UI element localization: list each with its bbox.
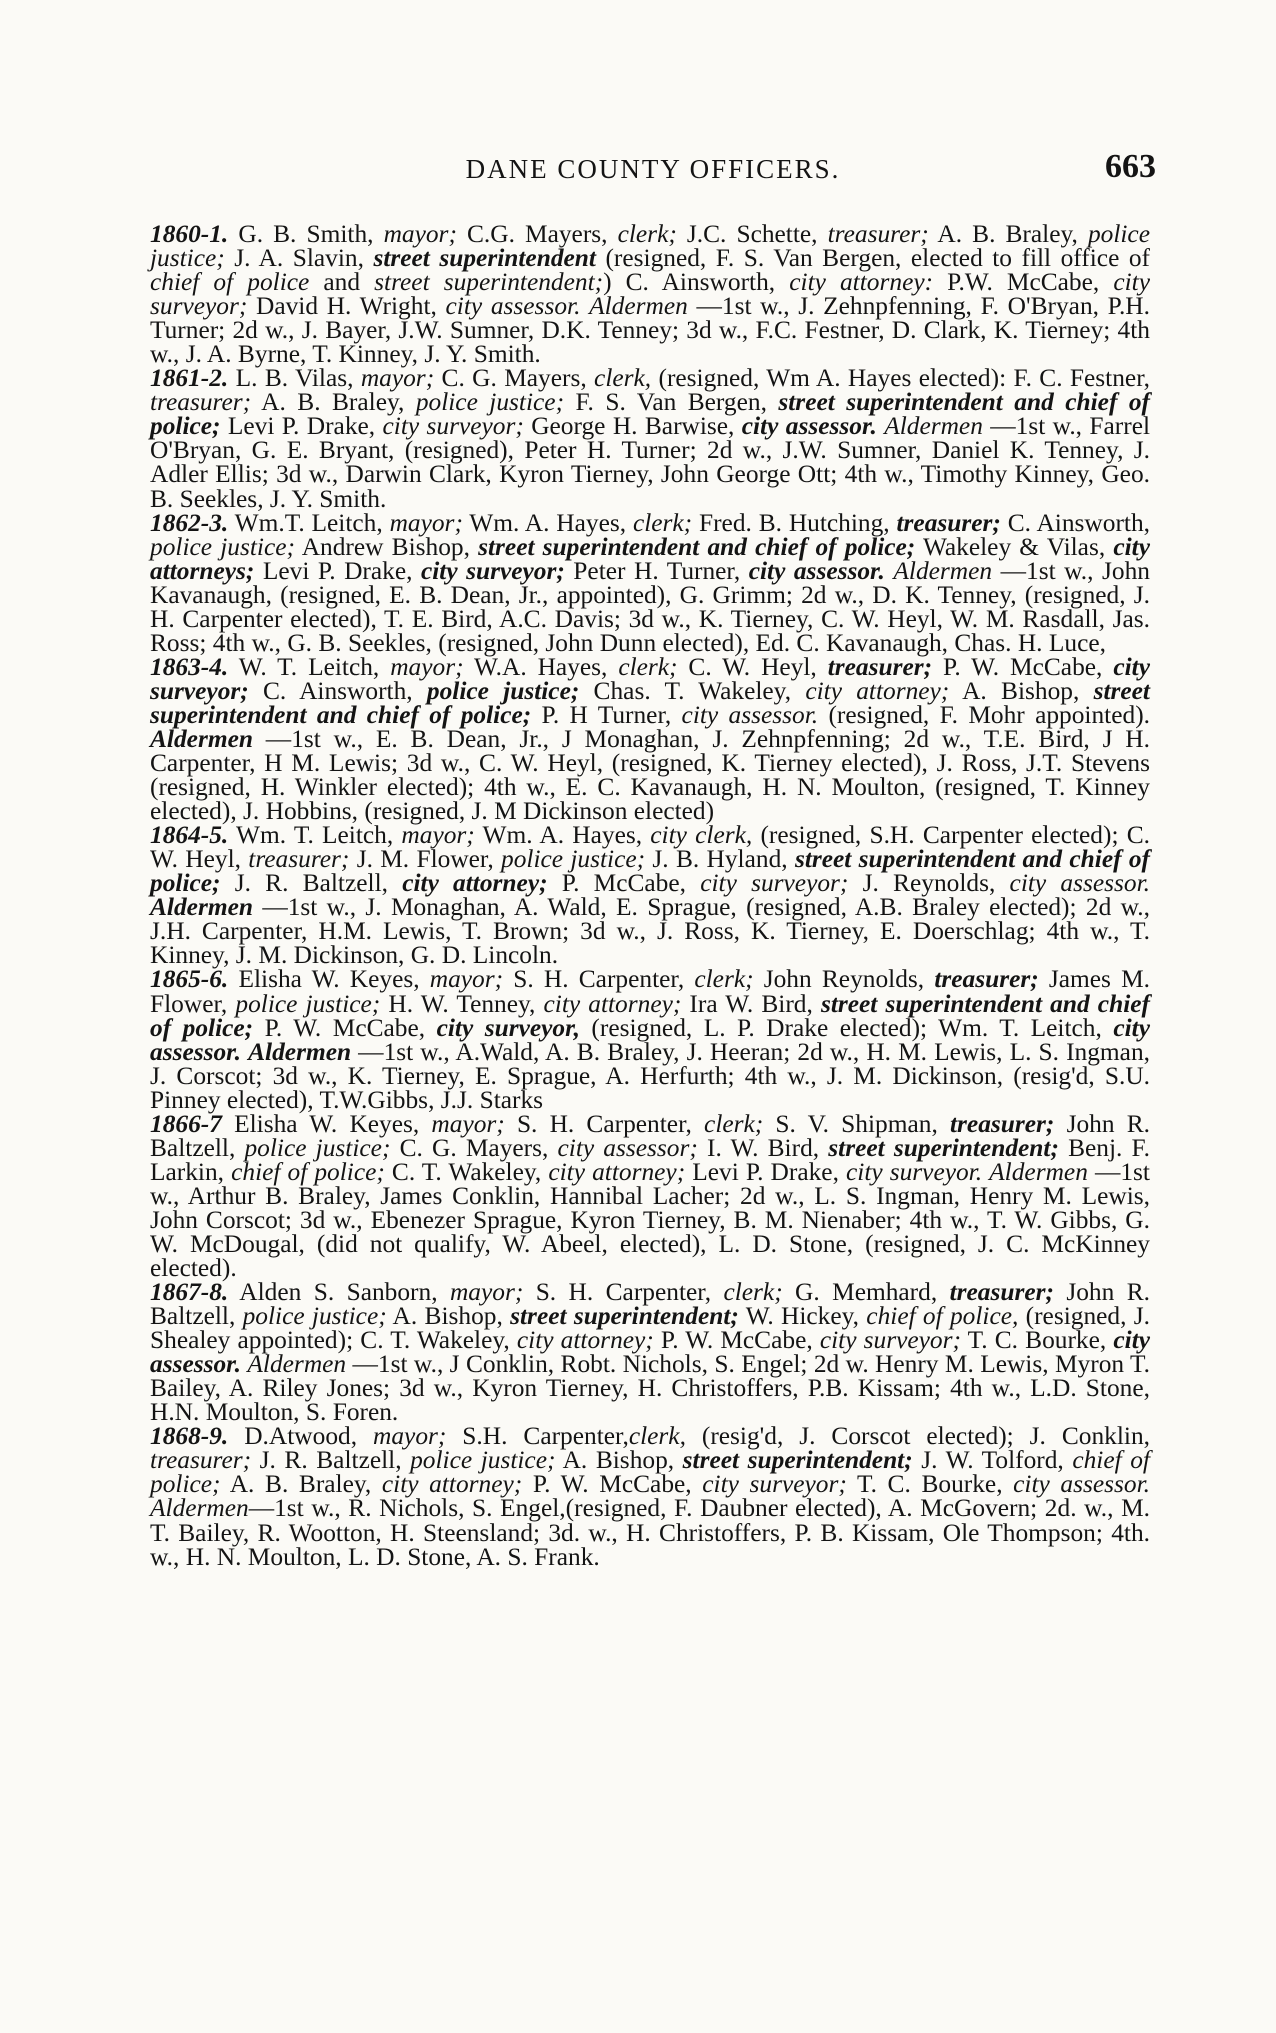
entry-text: P. McCabe,	[547, 869, 701, 898]
office-title: city surveyor.	[846, 1157, 983, 1186]
office-title: city attorney;	[381, 1470, 523, 1499]
entry-text: G. B. Smith,	[228, 220, 384, 248]
entry-text: S. H. Carpenter,	[504, 1109, 705, 1138]
office-title: mayor;	[429, 965, 504, 994]
office-title: city attorneys;	[150, 532, 1150, 585]
office-title: city attorney;	[402, 869, 548, 898]
entry-text: John R. Baltzell,	[150, 1278, 1151, 1331]
office-title: city surveyor;	[819, 1326, 961, 1355]
office-title: mayor;	[373, 1422, 447, 1451]
entry-text: W. T. Leitch,	[228, 652, 391, 681]
entry-text: —1st w., J. Monaghan, A. Wald, E. Sprague, (resigned, A.B. Braley elected); 2d w., J.H. Carpenter, H.M. Lewis, T. Brown; 3d w., J. Ross, K. Tierney, E. Doerschlag; 4th w., T. Kinney, J. M. Dickinson, G. D. Lincoln.	[150, 893, 1150, 970]
entry-text: (resigned, S.H. Carpenter elected); C. W. Heyl,	[150, 821, 1151, 874]
office-title: street superintendent;	[374, 268, 604, 297]
entry-year: 1861-2.	[150, 364, 229, 393]
office-title: Aldermen	[248, 1037, 352, 1066]
office-title: Aldermen	[884, 412, 983, 441]
entry-text: S. H. Carpenter,	[503, 965, 695, 994]
office-title: street superintendent and chief of police;	[150, 989, 1150, 1042]
entry-text: J. Reynolds,	[848, 869, 1010, 898]
office-title: city assessor;	[557, 1133, 698, 1162]
entry-text: P. W. McCabe,	[253, 1013, 437, 1042]
entry-text: T. C. Bourke,	[960, 1326, 1114, 1355]
entry-text: S. V. Shipman,	[763, 1109, 950, 1138]
office-title: clerk;	[618, 652, 678, 681]
entry-text: C. Ainsworth,	[1000, 508, 1150, 537]
entry-text: Wm. T. Leitch,	[228, 821, 402, 850]
office-title: Aldermen	[893, 556, 993, 585]
office-title: police justice;	[235, 989, 381, 1018]
office-title: street superintendent;	[510, 1302, 739, 1331]
entry-text: C. W. Heyl,	[677, 652, 828, 681]
office-title: city surveyor;	[420, 556, 565, 585]
office-title: treasurer;	[827, 652, 933, 681]
entry-text: Wm.T. Leitch,	[228, 508, 390, 537]
office-title: treasurer;	[150, 1446, 252, 1475]
year-entry	[150, 364, 1151, 513]
office-title: city assessor.	[1013, 1470, 1151, 1499]
entry-text: —1st w., J. Zehnpfenning, F. O'Bryan, P.H. Turner; 2d w., J. Bayer, J.W. Sumner, D.K. Tenney; 3d w., F.C. Festner, D. Clark, K. Tierney; 4th w., J. A. Byrne, T. Kinney, J. Y. Smith.	[150, 292, 1150, 369]
office-title: city assessor.	[748, 556, 885, 585]
entry-text: W.A. Hayes,	[463, 652, 619, 681]
entry-text: Levi P. Drake,	[254, 556, 421, 585]
office-title: city attorney;	[516, 1326, 654, 1355]
office-title: clerk;	[632, 508, 693, 537]
entry-text: S.H. Carpenter,	[446, 1422, 629, 1451]
entry-text: David H. Wright,	[247, 292, 446, 321]
entry-text: Chas. T. Wakeley,	[579, 676, 806, 705]
office-title: clerk;	[723, 1278, 783, 1307]
entry-year: 1866-7	[150, 1109, 222, 1138]
office-title: clerk;	[617, 220, 677, 248]
entry-text: J. R. Baltzell,	[251, 1446, 411, 1475]
entry-text: Levi P. Drake,	[220, 412, 383, 441]
office-title: chief of police,	[866, 1302, 1019, 1331]
office-title: city clerk,	[650, 821, 753, 850]
officer-entries	[150, 222, 1150, 1569]
year-entry	[150, 821, 1151, 970]
office-title: street superintendent and chief of police;	[150, 676, 1150, 729]
office-title: Aldermen	[247, 1350, 347, 1379]
office-title: street superintendent and chief of police;	[150, 388, 1150, 441]
entry-text: T. C. Bourke,	[846, 1470, 1014, 1499]
office-title: Aldermen	[150, 724, 253, 753]
entry-text: John R. Baltzell,	[150, 1109, 1150, 1162]
page-number: 663	[1105, 148, 1156, 185]
entry-text: P. H Turner,	[531, 700, 682, 729]
entry-text: L. B. Vilas,	[228, 364, 361, 393]
entry-text: —1st w., John Kavanaugh, (resigned, E. B. Dean, Jr., appointed), G. Grimm; 2d w., D. K. Tenney, (resigned, J. H. Carpenter elected), T. E. Bird, A.C. Davis; 3d w., K. Tierney, C. W. Heyl, W. M. Rasdall, Jas. Ross; 4th w., G. B. Seekles, (resigned, John Dunn elected), Ed. C. Kavanaugh, Chas. H. Luce,	[150, 556, 1150, 657]
office-title: police justice;	[242, 1302, 387, 1331]
entry-year: 1865-6.	[150, 965, 229, 994]
office-title: clerk;	[704, 1109, 764, 1138]
entry-text: A. Bishop,	[386, 1302, 511, 1331]
page-header	[150, 148, 1156, 198]
year-entry	[150, 652, 1151, 826]
year-entry	[150, 220, 1150, 369]
entry-text: C. G. Mayers,	[390, 1133, 558, 1162]
entry-text: (resig'd, J. Corscot elected); J. Conklin,	[685, 1422, 1150, 1451]
office-title: Aldermen	[150, 1494, 249, 1523]
entry-text: Wm. A. Hayes,	[462, 508, 633, 537]
office-title: Aldermen	[150, 893, 253, 922]
entry-text: Wm. A. Hayes,	[474, 821, 651, 850]
office-title: treasurer;	[150, 388, 252, 417]
office-title: street superintendent and chief of police;	[150, 845, 1150, 898]
entry-text: I. W. Bird,	[697, 1133, 829, 1162]
entry-text: James M. Flower,	[150, 965, 1151, 1018]
office-title: treasurer;	[248, 845, 350, 874]
office-title: Aldermen	[589, 292, 688, 321]
office-title: chief of police	[150, 268, 310, 297]
entry-text: (resigned, Wm A. Hayes elected): F. C. Festner,	[651, 364, 1150, 393]
office-title: city attorney;	[548, 1157, 686, 1186]
entry-text: John Reynolds,	[753, 965, 935, 994]
office-title: mayor;	[431, 1109, 505, 1138]
entry-text: —1st w., Farrel O'Bryan, G. E. Bryant, (resigned), Peter H. Turner; 2d w., J.W. Sumner, Daniel K. Tenney, J. Adler Ellis; 3d w., Darwin Clark, Kyron Tierney, John George Ott; 4th w., Timothy Kinney, Geo. B. Seekles, J. Y. Smith.	[150, 412, 1151, 513]
office-title: street superintendent;	[828, 1133, 1059, 1162]
office-title: city surveyor,	[436, 1013, 580, 1042]
office-title: mayor;	[390, 652, 464, 681]
office-title: police justice;	[410, 1446, 556, 1475]
year-entry	[150, 1109, 1150, 1283]
entry-text: —1st w., E. B. Dean, Jr., J Monaghan, J. Zehnpfenning; 2d w., T.E. Bird, J H. Carpenter, H M. Lewis; 3d w., C. W. Heyl, (resigned, K. Tierney elected), J. Ross, J.T. Stevens (resigned, H. Winkler elected); 4th w., E. C. Kavanaugh, H. N. Moulton, (resigned, T. Kinney elected), J. Hobbins, (resigned, J. M Dickinson elected)	[150, 724, 1150, 826]
office-title: chief of police;	[150, 1446, 1150, 1499]
entry-text: (resigned, F. S. Van Bergen, elected to fill office of	[595, 244, 1150, 273]
office-title: street superintendent;	[682, 1446, 913, 1475]
entry-text: Andrew Bishop,	[294, 532, 479, 561]
office-title: street superintendent and chief of police;	[478, 532, 916, 561]
entry-text: (resigned, J. Shealey appointed); C. T. Wakeley,	[150, 1302, 1150, 1355]
year-entry	[150, 1422, 1151, 1571]
entry-year: 1862-3.	[150, 508, 229, 537]
entry-text: C. G. Mayers,	[434, 364, 595, 393]
office-title: city surveyor;	[150, 268, 1150, 321]
office-title: city attorney;	[805, 676, 950, 705]
office-title: treasurer;	[949, 1278, 1054, 1307]
office-title: city attorney;	[543, 989, 682, 1018]
entry-text: Benj. F. Larkin,	[150, 1133, 1150, 1186]
office-title: city assessor.	[741, 412, 877, 441]
office-title: city attorney:	[789, 268, 934, 297]
office-title: city surveyor;	[700, 869, 849, 898]
entry-text: —1st w., R. Nichols, S. Engel,(resigned, F. Daubner elected), A. McGovern; 2d. w., M. T. Bailey, R. Wootton, H. Steensland; 3d. w., H. Christoffers, P. B. Kissam, Ole Thompson; 4th. w., H. N. Moulton, L. D. Stone, A. S. Frank.	[150, 1494, 1150, 1571]
year-entry	[150, 508, 1150, 657]
entry-text: C.G. Mayers,	[456, 220, 618, 248]
entry-text: J. M. Flower,	[349, 845, 502, 874]
entry-year: 1867-8.	[150, 1278, 229, 1307]
office-title: chief of police;	[231, 1157, 385, 1186]
entry-text: P. W. McCabe,	[522, 1470, 703, 1499]
office-title: city assessor.	[150, 1013, 1150, 1066]
entry-text: —1st w., Arthur B. Braley, James Conklin, Hannibal Lacher; 2d w., L. S. Ingman, Henry M. Lewis, John Corscot; 3d w., Ebenezer Sprague, Kyron Tierney, B. M. Nienaber; 4th w., T. W. Gibbs, G. W. McDougal, (did not qualify, W. Abeel, elected), L. D. Stone, (resigned, J. C. McKinney elected).	[150, 1157, 1150, 1283]
office-title: city assessor.	[445, 292, 581, 321]
entry-year: 1860-1.	[150, 220, 229, 248]
entry-year: 1863-4.	[150, 652, 229, 681]
office-title: city surveyor;	[150, 652, 1150, 705]
office-title: police justice;	[501, 845, 646, 874]
office-title: police justice;	[415, 388, 565, 417]
entry-text: Elisha W. Keyes,	[221, 1109, 432, 1138]
entry-text: Fred. B. Hutching,	[692, 508, 897, 537]
entry-text: (resigned, F. Mohr appointed).	[818, 700, 1151, 729]
entry-text: F. S. Van Bergen,	[564, 388, 779, 417]
entry-text: A. Bishop,	[949, 676, 1094, 705]
office-title: city assessor.	[681, 700, 819, 729]
entry-text: Levi P. Drake,	[685, 1157, 846, 1186]
entry-text: (resigned, L. P. Drake elected); Wm. T. Leitch,	[579, 1013, 1114, 1042]
office-title: treasurer;	[896, 508, 1001, 537]
year-entry	[150, 1278, 1151, 1427]
entry-text: J. R. Baltzell,	[220, 869, 403, 898]
entry-text: J. B. Hyland,	[645, 845, 795, 874]
office-title: clerk,	[594, 364, 652, 393]
entry-text: and	[309, 268, 375, 297]
office-title: mayor;	[383, 220, 457, 248]
entry-text: J. W. Tolford,	[912, 1446, 1073, 1475]
office-title: clerk,	[628, 1422, 686, 1451]
entry-text: A. B. Braley,	[220, 1470, 382, 1499]
office-title: clerk;	[694, 965, 754, 994]
entry-text: C. Ainsworth,	[248, 676, 427, 705]
office-title: police justice;	[426, 676, 580, 705]
year-entry	[150, 965, 1151, 1114]
entry-text: A. B. Braley,	[251, 388, 416, 417]
office-title: mayor;	[449, 1278, 524, 1307]
entry-text: W. Hickey,	[738, 1302, 867, 1331]
office-title: mayor;	[401, 821, 475, 850]
running-title: DANE COUNTY OFFICERS.	[465, 154, 841, 184]
entry-text: C. T. Wakeley,	[384, 1157, 549, 1186]
entry-text: A. B. Braley,	[928, 220, 1088, 248]
entry-text: Wakeley & Vilas,	[915, 532, 1114, 561]
entry-text: Alden S. Sanborn,	[228, 1278, 450, 1307]
office-title: street superintendent	[373, 244, 596, 273]
office-title: treasurer;	[827, 220, 929, 248]
entry-text: G. Memhard,	[782, 1278, 950, 1307]
entry-text: P. W. McCabe,	[932, 652, 1114, 681]
office-title: treasurer;	[934, 965, 1039, 994]
entry-text: —1st w., A.Wald, A. B. Braley, J. Heeran; 2d w., H. M. Lewis, L. S. Ingman, J. Corscot; 3d w., K. Tierney, E. Sprague, A. Herfurth; 4th w., J. M. Dickinson, (resig'd, S.U. Pinney elected), T.W.Gibbs, J.J. Starks	[150, 1037, 1150, 1114]
office-title: mayor;	[389, 508, 463, 537]
entry-text: Ira W. Bird,	[681, 989, 821, 1018]
entry-year: 1868-9.	[150, 1422, 229, 1451]
entry-text: S. H. Carpenter,	[523, 1278, 724, 1307]
office-title: police justice;	[150, 532, 295, 561]
entry-text: A. Bishop,	[555, 1446, 683, 1475]
office-title: city assessor.	[1009, 869, 1151, 898]
entry-text: ) C. Ainsworth,	[603, 268, 790, 297]
entry-text: P. W. McCabe,	[653, 1326, 820, 1355]
office-title: police justice;	[150, 220, 1150, 273]
office-title: city surveyor;	[702, 1470, 847, 1499]
office-title: police justice;	[244, 1133, 391, 1162]
office-title: treasurer;	[950, 1109, 1055, 1138]
entry-text: George H. Barwise,	[523, 412, 742, 441]
entry-text: Peter H. Turner,	[564, 556, 749, 585]
office-title: city surveyor;	[382, 412, 524, 441]
entry-text: J. A. Slavin,	[224, 244, 374, 273]
entry-text: H. W. Tenney,	[380, 989, 544, 1018]
entry-text: Elisha W. Keyes,	[228, 965, 430, 994]
entry-text: P.W. McCabe,	[933, 268, 1114, 297]
entry-text: —1st w., J Conklin, Robt. Nichols, S. Engel; 2d w. Henry M. Lewis, Myron T. Bailey, A. Riley Jones; 3d w., Kyron Tierney, H. Christoffers, P.B. Kissam; 4th w., L.D. Stone, H.N. Moulton, S. Foren.	[150, 1350, 1150, 1427]
entry-year: 1864-5.	[150, 821, 229, 850]
office-title: city assessor.	[150, 1326, 1151, 1379]
entry-text: J.C. Schette,	[676, 220, 828, 248]
entry-text: D.Atwood,	[228, 1422, 374, 1451]
office-title: Aldermen	[989, 1157, 1088, 1186]
office-title: mayor;	[360, 364, 435, 393]
